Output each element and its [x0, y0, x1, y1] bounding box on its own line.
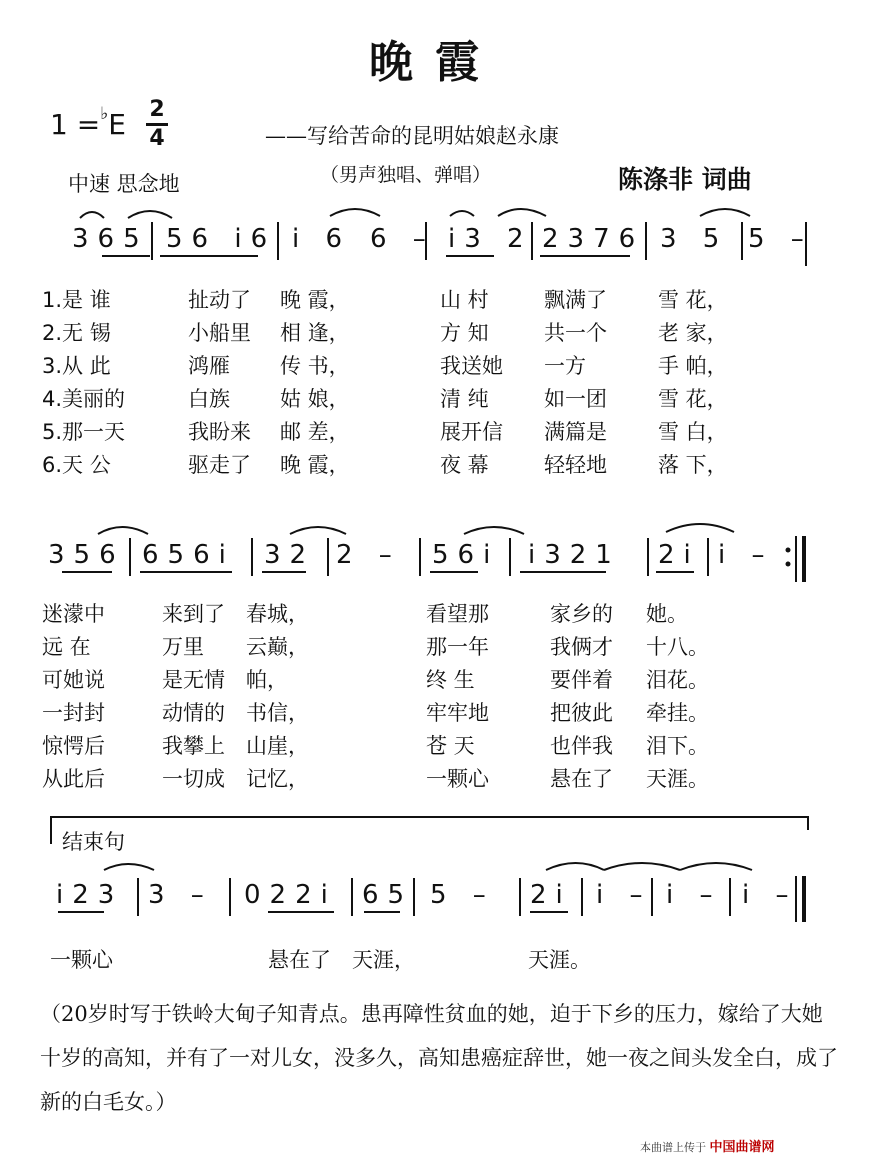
dedication: ——写给苦命的昆明姑娘赵永康: [265, 124, 559, 148]
measure-1-4: 6 –: [370, 224, 435, 254]
repeat-dot: [786, 562, 791, 567]
verse-row: [42, 284, 762, 317]
composer-credit: 陈涤非 词曲: [618, 165, 752, 194]
lyric-cell: 看望那: [426, 602, 489, 626]
flat-symbol: ♭: [100, 104, 109, 124]
verse-row: [42, 763, 762, 796]
composition-note: （20岁时写于铁岭大甸子知青点。患再障性贫血的她，迫于下乡的压力，嫁给了大她十岁的高知，并有了一对儿女，没多久，高知患癌症辞世，她一夜之间头发全白，成了新的白毛女。）: [40, 1002, 838, 1114]
measure-1-6: 2376: [542, 224, 645, 254]
lyric-cell: 她。: [646, 602, 688, 626]
verse-row: [42, 598, 762, 631]
lyric-cell: 把彼此: [550, 701, 613, 725]
lyric-cell: 相 逢，: [280, 321, 350, 345]
song-title: 晚霞: [369, 37, 501, 88]
lyric-cell: 4.美丽的: [42, 387, 126, 411]
lyric-cell: 老 家，: [658, 321, 728, 345]
lyric-cell: 我俩才: [550, 635, 613, 659]
lyric-cell: 云巅，: [246, 635, 309, 659]
lyric-cell: 一切成: [162, 767, 225, 791]
measure-2-8: i –: [718, 540, 774, 570]
lyric-cell: 手 帕，: [658, 354, 728, 378]
lyric-cell: 飘满了: [544, 288, 607, 312]
measure-2-5: 56i: [432, 540, 500, 570]
lyric-cell: 驱走了: [188, 453, 251, 477]
verses-block-1: [42, 284, 762, 482]
measure-1-2: 56 i6: [166, 224, 277, 254]
lyric-cell: 惊愕后: [42, 734, 105, 758]
verse-row: [42, 449, 762, 482]
measure-e-3: 022i: [244, 880, 337, 910]
lyric-cell: 牵挂。: [646, 701, 709, 725]
ending-bracket: [52, 816, 807, 840]
measure-2-7: 2i: [658, 540, 700, 570]
lyric-cell: 我送她: [440, 354, 503, 378]
ending-label: 结束句: [62, 830, 125, 854]
ending-lyric-3: 天涯，: [352, 948, 415, 972]
lyric-cell: 迷濛中: [42, 602, 105, 626]
footer-credit: [640, 1136, 775, 1155]
lyric-cell: 清 纯: [440, 387, 489, 411]
measure-1-8: 5 –: [748, 224, 813, 254]
lyric-cell: 天涯。: [646, 767, 709, 791]
time-bottom: 4: [149, 126, 165, 151]
tempo-marking: 中速 思念地: [68, 172, 180, 196]
lyric-cell: 2.无 锡: [42, 321, 111, 345]
verse-row: [42, 697, 762, 730]
measure-e-8: i –: [666, 880, 722, 910]
footer-prefix: 本曲谱上传于: [640, 1141, 706, 1154]
measure-2-4: 2 –: [336, 540, 401, 570]
verse-row: [42, 350, 762, 383]
lyric-cell: 动情的: [162, 701, 225, 725]
lyric-cell: 鸿雁: [188, 354, 230, 378]
lyric-cell: 6.天 公: [42, 453, 111, 477]
verse-row: [42, 730, 762, 763]
staff-ending-markings: [0, 856, 870, 966]
verse-row: [42, 416, 762, 449]
measure-e-6: 2i: [530, 880, 572, 910]
lyric-cell: 是无情: [162, 668, 225, 692]
lyric-cell: 5.那一天: [42, 420, 126, 444]
lyric-cell: 邮 差，: [280, 420, 350, 444]
lyric-cell: 来到了: [162, 602, 225, 626]
lyric-cell: 雪 花，: [658, 288, 728, 312]
measure-e-2: 3 –: [148, 880, 213, 910]
lyric-cell: 泪花。: [646, 668, 709, 692]
lyric-cell: 悬在了: [550, 767, 613, 791]
lyric-cell: 一颗心: [426, 767, 489, 791]
verse-row: [42, 317, 762, 350]
lyric-cell: 小船里: [188, 321, 251, 345]
lyric-cell: 夜 幕: [440, 453, 489, 477]
measure-2-3: 32: [264, 540, 316, 570]
repeat-dot: [786, 548, 791, 553]
lyric-cell: 要伴着: [550, 668, 613, 692]
lyric-cell: 可她说: [42, 668, 105, 692]
lyric-cell: 那一年: [426, 635, 489, 659]
lyric-cell: 晚 霞，: [280, 453, 350, 477]
lyric-cell: 一封封: [42, 701, 105, 725]
lyric-cell: 山 村: [440, 288, 489, 312]
lyric-cell: 展开信: [440, 420, 503, 444]
lyric-cell: 远 在: [42, 635, 91, 659]
lyric-cell: 落 下，: [658, 453, 728, 477]
ending-lyric-2: 悬在了: [268, 948, 331, 972]
lyric-cell: 终 生: [426, 668, 475, 692]
measure-1-5: i3 2: [448, 224, 533, 254]
verse-row: [42, 664, 762, 697]
verse-row: [42, 631, 762, 664]
lyric-cell: 雪 花，: [658, 387, 728, 411]
lyric-cell: 万里: [162, 635, 204, 659]
key-note: E: [108, 108, 126, 141]
lyric-cell: 春城，: [246, 602, 309, 626]
lyric-cell: 满篇是: [544, 420, 607, 444]
ending-lyric-4: 天涯。: [528, 948, 591, 972]
time-signature: [146, 98, 168, 151]
performance-note: （男声独唱、弹唱）: [320, 164, 492, 186]
measure-2-2: 656i: [142, 540, 235, 570]
lyric-cell: 书信，: [246, 701, 309, 725]
measure-e-1: i23: [56, 880, 124, 910]
lyric-cell: 扯动了: [188, 288, 251, 312]
measure-e-9: i –: [742, 880, 798, 910]
measure-1-3: i 6: [292, 224, 352, 254]
lyric-cell: 雪 白，: [658, 420, 728, 444]
lyric-cell: 1.是 谁: [42, 288, 111, 312]
verse-row: [42, 383, 762, 416]
measure-2-1: 356: [48, 540, 125, 570]
lyric-cell: 帕，: [246, 668, 288, 692]
lyric-cell: 牢牢地: [426, 701, 489, 725]
lyric-cell: 苍 天: [426, 734, 475, 758]
lyric-cell: 我盼来: [188, 420, 251, 444]
lyric-cell: 方 知: [440, 321, 489, 345]
staff-line-ending: [0, 856, 870, 966]
lyric-cell: 泪下。: [646, 734, 709, 758]
lyric-cell: 3.从 此: [42, 354, 111, 378]
lyric-cell: 从此后: [42, 767, 105, 791]
verses-block-2: [42, 598, 762, 796]
lyric-cell: 记忆，: [246, 767, 309, 791]
lyric-cell: 如一团: [544, 387, 607, 411]
measure-e-7: i –: [596, 880, 652, 910]
measure-2-6: i321: [528, 540, 621, 570]
lyric-cell: 轻轻地: [544, 453, 607, 477]
lyric-cell: 共一个: [544, 321, 607, 345]
key-signature: [50, 104, 126, 141]
time-top: 2: [149, 97, 165, 122]
site-logo[interactable]: 中国曲谱网: [709, 1140, 775, 1155]
measure-1-1: 365: [72, 224, 149, 254]
lyric-cell: 传 书，: [280, 354, 350, 378]
measure-1-7: 3 5: [660, 224, 729, 254]
lyric-cell: 姑 娘，: [280, 387, 350, 411]
ending-lyric-1: 一颗心: [50, 948, 113, 972]
lyric-cell: 也伴我: [550, 734, 613, 758]
lyric-cell: 十八。: [646, 635, 709, 659]
lyric-cell: 家乡的: [550, 602, 613, 626]
measure-e-4: 65: [362, 880, 414, 910]
lyric-cell: 白族: [188, 387, 230, 411]
lyric-cell: 晚 霞，: [280, 288, 350, 312]
lyric-cell: 山崖，: [246, 734, 309, 758]
key-prefix: 1 =: [50, 108, 101, 141]
lyric-cell: 我攀上: [162, 734, 225, 758]
measure-e-5: 5 –: [430, 880, 495, 910]
lyric-cell: 一方: [544, 354, 586, 378]
